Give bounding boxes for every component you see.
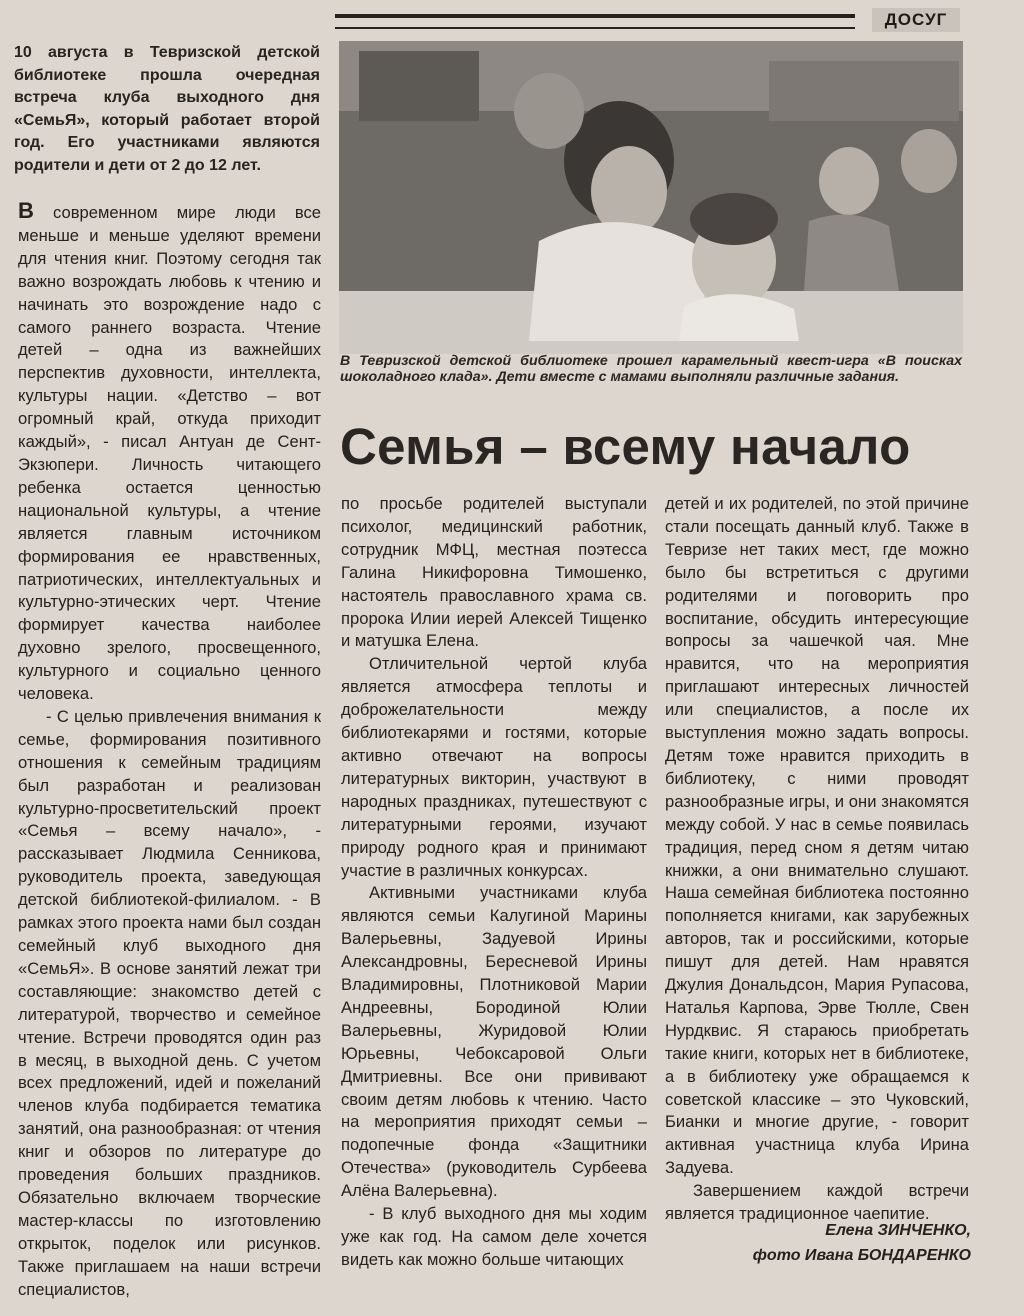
article-headline: Семья – всему начало [340,418,911,475]
column-2-paragraph-4: - В клуб выходного дня мы ходим уже как год. На самом деле хочется видеть как можно больше читающих [341,1204,647,1269]
column-3-paragraph-2: Завершением каждой встречи является традиционное чаепитие. [665,1181,969,1224]
column-1-paragraph-1 [18,200,321,706]
section-rule [335,14,855,29]
drop-cap: В [18,198,34,223]
article-byline [665,1218,971,1268]
column-2-paragraph-2: Отличительной чертой клуба является атмосфера теплоты и доброжелательности между библиотекарями и гостями, которые активно отвечают на вопросы литературных викторин, участвуют в народных праздниках, путешествуют с литературными героями, изучают природу родного края и принимают участие в различных конкурсах. [341,654,647,880]
photo-illustration [339,41,963,354]
column-2-paragraph-3: Активными участниками клуба являются семьи Калугиной Марины Валерьевны, Задуевой Ирины Александровны, Бересневой Ирины Владимировны, Плотниковой Марии Андреевны, Бородиной Юлии Валерьевны, Журидовой Юлии Юрьевны, Чебоксаровой Ольги Дмитриевны. Все они прививают своим детям любовь к чтению. Часто на мероприятия приходят семьи – подопечные фонда «Защитники Отечества» (руководитель Сурбеева Алёна Валерьевна). [341,883,647,1201]
column-1-paragraph-2: - С целью привлечения внимания к семье, формирования позитивного отношения к семейным традициям был разработан и реализован культурно-просветительский проект «Семья – всему начало», - рассказывает Людмила Сенникова, руководитель проекта, заведующая детской библиотекой-филиалом. - В рамках этого проекта нами был создан семейный клуб выходного дня «СемьЯ». В основе занятий лежат три составляющие: знакомство детей с литературой, творчество и семейное чтение. Встречи проводятся один раз в месяц, в выходной день. С учетом всех предложений, идей и пожеланий членов клуба подбирается тематика занятий, она разнообразная: от чтения книг и обзоров по литературе до проведения больших праздников. Обязательно включаем творческие мастер-классы по изготовлению открыток, поделок или рисунков. Также приглашаем на наши встречи специалистов, [18,706,321,1299]
article-column-1 [18,200,321,1302]
photo-caption: В Тевризской детской библиотеке прошел карамельный квест-игра «В поисках шоколадного клада». Дети вместе с мамами выполняли различные задания. [340,353,962,385]
section-label: ДОСУГ [872,8,960,32]
article-lead: 10 августа в Тевризской детской библиотеке прошла очередная встреча клуба выходного дня «СемьЯ», который работает второй год. Его участниками являются родители и дети от 2 до 12 лет. [14,44,320,174]
column-3-paragraph-1: детей и их родителей, по этой причине стали посещать данный клуб. Также в Тевризе нет таких мест, где можно было бы встретиться с другими родителями и поговорить про воспитание, обсудить интересующие вопросы за чашечкой чая. Мне нравится, что на мероприятия приглашают интересных личностей или специалистов, а после их выступления можно задать вопросы. Детям тоже нравится приходить в библиотеку, с ними проводят разнообразные игры, и они знакомятся между собой. У нас в семье появилась традиция, перед сном я детям читаю книжки, а они внимательно слушают. Наша семейная библиотека постоянно пополняется книгами, как зарубежных авторов, так и российскими, которые пишут для детей. Нам нравятся Джулия Дональдсон, Мария Рупасова, Наталья Карпова, Эрве Тюлле, Свен Нурдквис. Я стараюсь приобретать такие книги, которых нет в библиотеке, а в библиотеку уже обращаемся к советской классике – это Чуковский, Бианки и многие другие, - говорит активная участница клуба Ирина Задуева. [665,494,969,1178]
byline-photo-credit: фото Ивана БОНДАРЕНКО [752,1247,971,1264]
column-1-paragraph-1-text: современном мире люди все меньше и меньше уделяют времени для чтения книг. Поэтому сегодня так важно возрождать любовь к чтению и начинать это возрождение надо с самого раннего возраста. Чтение детей – одна из важнейших перспектив духовности, интеллекта, культуры нации. «Детство – вот огромный край, откуда приходит каждый», - писал Антуан де Сент-Экзюпери. Личность читающего ребенка остается ценностью национальной культуры, а чтение является главным источником формирования ее нравственных, патриотических, интеллектуальных и культурно-этических черт. Чтение формирует качества наиболее духовно зрелого, просвещенного, культурного и социально ценного человека. [18,203,321,704]
column-2-paragraph-1: по просьбе родителей выступали психолог, медицинский работник, сотрудник МФЦ, местная поэтесса Галина Никифоровна Тимошенко, настоятель православного храма св. пророка Илии иерей Алексей Тищенко и матушка Елена. [341,494,647,651]
article-column-3 [665,493,969,1226]
byline-author: Елена ЗИНЧЕНКО, [825,1222,971,1239]
article-column-2 [341,493,647,1272]
article-photo [339,41,963,354]
